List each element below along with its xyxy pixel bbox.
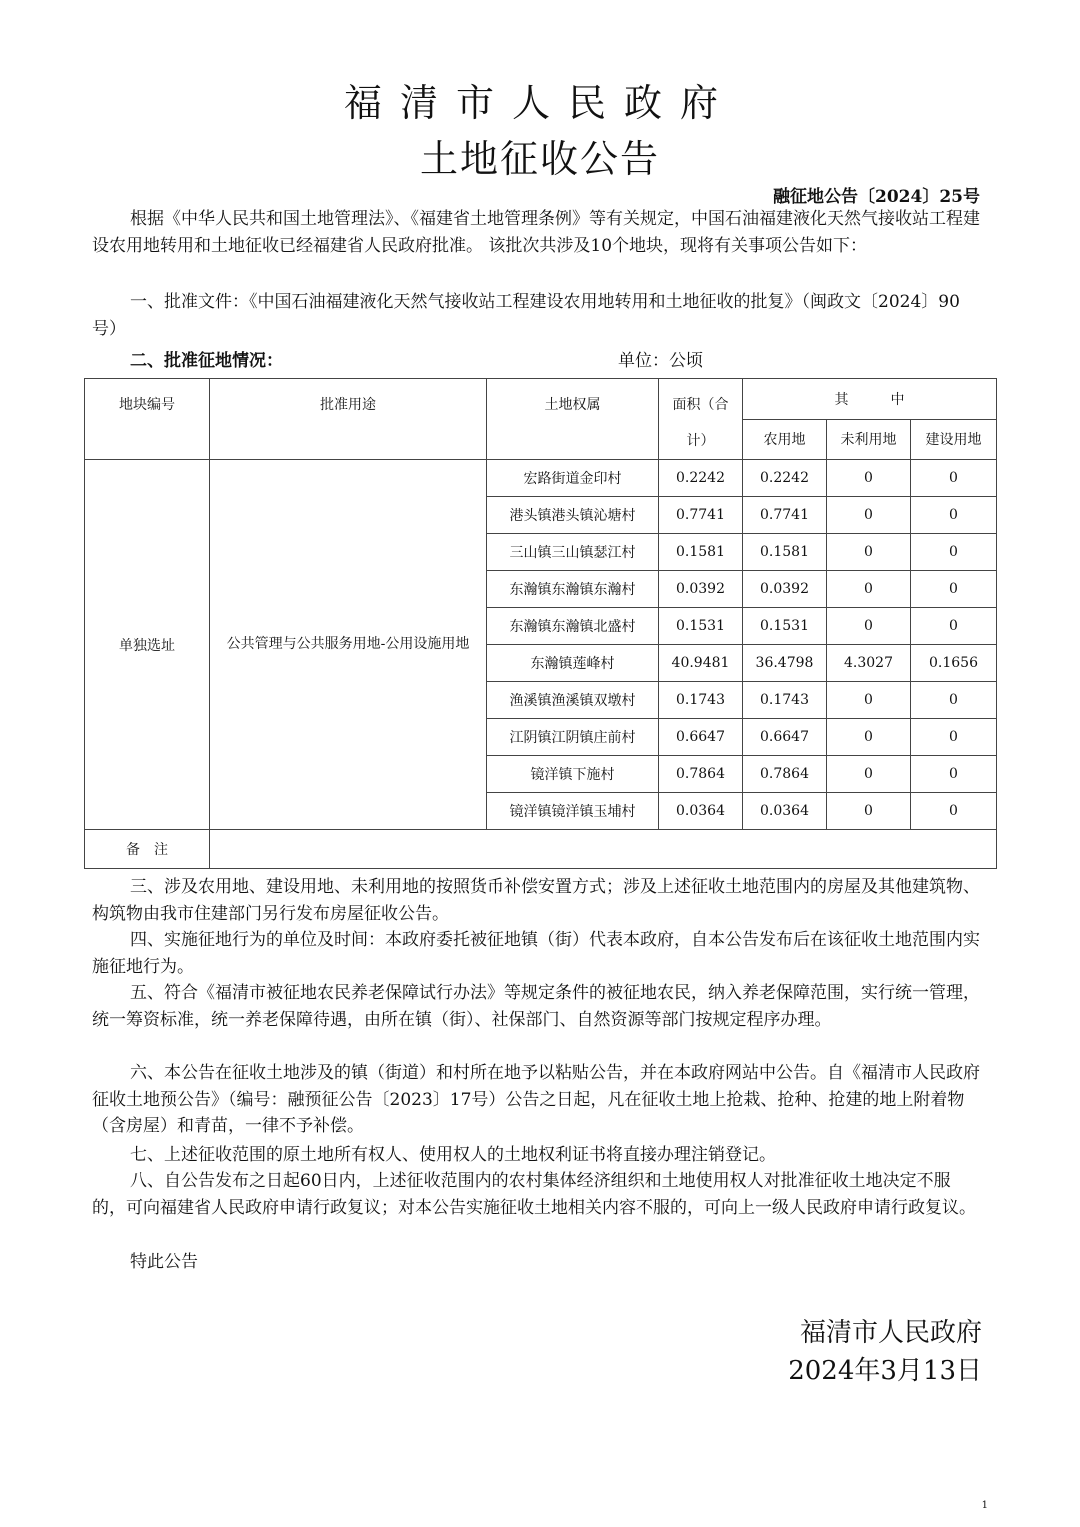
purpose-cell: 公共管理与公共服务用地-公用设施用地	[210, 460, 487, 830]
unused-cell: 0	[827, 608, 911, 645]
farmland-cell: 0.6647	[743, 719, 827, 756]
header-farmland: 农用地	[743, 419, 827, 460]
header-purpose: 批准用途	[210, 379, 487, 460]
farmland-cell: 0.7741	[743, 497, 827, 534]
farmland-cell: 36.4798	[743, 645, 827, 682]
section-5-paragraph: 五、符合《福清市被征地农民养老保障试行办法》等规定条件的被征地农民，纳入养老保障范围，实行统一管理，统一筹资标准，统一养老保障待遇，由所在镇（街）、社保部门、自然资源等部门按规定程序办理。	[92, 983, 980, 1030]
farmland-cell: 0.0392	[743, 571, 827, 608]
construction-cell: 0	[911, 571, 997, 608]
header-among: 其 中	[743, 379, 997, 420]
construction-cell: 0	[911, 682, 997, 719]
section-4-paragraph: 四、实施征地行为的单位及时间：本政府委托被征地镇（街）代表本政府，自本公告发布后在该征收土地范围内实施征地行为。	[92, 930, 980, 977]
area-cell: 0.0364	[659, 793, 743, 830]
owner-cell: 渔溪镇渔溪镇双墩村	[487, 682, 659, 719]
section-6-paragraph: 六、本公告在征收土地涉及的镇（街道）和村所在地予以粘贴公告，并在本政府网站中公告。自《福清市人民政府征收土地预公告》（编号：融预征公告〔2023〕17号）公告之日起，凡在征收土地上抢栽、抢种、抢建的地上附着物（含房屋）和青苗，一律不予补偿。	[92, 1063, 980, 1136]
section-3-paragraph: 三、涉及农用地、建设用地、未利用地的按照货币补偿安置方式；涉及上述征收土地范围内的房屋及其他建筑物、构筑物由我市住建部门另行发布房屋征收公告。	[92, 877, 980, 924]
owner-cell: 宏路街道金印村	[487, 460, 659, 497]
org-title: 福清市人民政府	[343, 81, 736, 125]
page-number: 1	[981, 1500, 988, 1511]
remarks-row	[85, 830, 997, 869]
unused-cell: 0	[827, 756, 911, 793]
farmland-cell: 0.2242	[743, 460, 827, 497]
unused-cell: 0	[827, 534, 911, 571]
owner-cell: 东瀚镇东瀚镇东瀚村	[487, 571, 659, 608]
header-ownership: 土地权属	[487, 379, 659, 460]
unused-cell: 0	[827, 571, 911, 608]
header-unused: 未利用地	[827, 419, 911, 460]
area-cell: 0.1743	[659, 682, 743, 719]
area-cell: 0.2242	[659, 460, 743, 497]
signature-org: 福清市人民政府	[799, 1318, 982, 1348]
owner-cell: 东瀚镇东瀚镇北盛村	[487, 608, 659, 645]
signature-date: 2024年3月13日	[788, 1356, 982, 1386]
section-1-paragraph: 一、批准文件：《中国石油福建液化天然气接收站工程建设农用地转用和土地征收的批复》（闽政文〔2024〕90号）	[92, 292, 960, 339]
area-cell: 0.7741	[659, 497, 743, 534]
owner-cell: 东瀚镇莲峰村	[487, 645, 659, 682]
farmland-cell: 0.1743	[743, 682, 827, 719]
header-plot-no: 地块编号	[85, 379, 210, 460]
section-2-title: 二、批准征地情况：	[130, 351, 283, 371]
farmland-cell: 0.0364	[743, 793, 827, 830]
unused-cell: 0	[827, 719, 911, 756]
owner-cell: 镜洋镇下施村	[487, 756, 659, 793]
intro-paragraph: 根据《中华人民共和国土地管理法》、《福建省土地管理条例》等有关规定，中国石油福建液化天然气接收站工程建设农用地转用和土地征收已经福建省人民政府批准。 该批次共涉及10个地块，现将有关事项公告如下：	[92, 209, 980, 256]
area-cell: 0.1531	[659, 608, 743, 645]
remarks-value	[210, 830, 997, 869]
remarks-label: 备 注	[85, 830, 210, 869]
header-area-line1: 面积（合	[672, 397, 729, 413]
unused-cell: 0	[827, 682, 911, 719]
owner-cell: 江阴镇江阴镇庄前村	[487, 719, 659, 756]
area-cell: 40.9481	[659, 645, 743, 682]
unused-cell: 0	[827, 460, 911, 497]
table-row	[85, 460, 997, 497]
area-cell: 0.7864	[659, 756, 743, 793]
section-7-paragraph: 七、上述征收范围的原土地所有权人、使用权人的土地权利证书将直接办理注销登记。	[130, 1145, 776, 1165]
closing-text: 特此公告	[130, 1252, 198, 1272]
header-construction: 建设用地	[911, 419, 997, 460]
construction-cell: 0	[911, 534, 997, 571]
header-area	[659, 379, 743, 460]
unused-cell: 0	[827, 793, 911, 830]
owner-cell: 港头镇港头镇沁塘村	[487, 497, 659, 534]
area-cell: 0.6647	[659, 719, 743, 756]
section-8-paragraph: 八、自公告发布之日起60日内，上述征收范围内的农村集体经济组织和土地使用权人对批准征收土地决定不服的，可向福建省人民政府申请行政复议；对本公告实施征收土地相关内容不服的，可向上一级人民政府申请行政复议。	[92, 1171, 976, 1218]
unit-label: 单位：公顷	[618, 351, 703, 371]
farmland-cell: 0.7864	[743, 756, 827, 793]
owner-cell: 三山镇三山镇瑟江村	[487, 534, 659, 571]
plot-no-cell: 单独选址	[85, 460, 210, 830]
owner-cell: 镜洋镇镜洋镇玉埔村	[487, 793, 659, 830]
construction-cell: 0	[911, 793, 997, 830]
farmland-cell: 0.1581	[743, 534, 827, 571]
area-cell: 0.1581	[659, 534, 743, 571]
construction-cell: 0	[911, 497, 997, 534]
area-cell: 0.0392	[659, 571, 743, 608]
construction-cell: 0	[911, 608, 997, 645]
construction-cell: 0.1656	[911, 645, 997, 682]
header-area-line2: 计）	[686, 433, 715, 449]
land-table	[84, 378, 997, 869]
construction-cell: 0	[911, 756, 997, 793]
document-number: 融征地公告〔2024〕25号	[773, 187, 980, 207]
unused-cell: 4.3027	[827, 645, 911, 682]
unused-cell: 0	[827, 497, 911, 534]
construction-cell: 0	[911, 719, 997, 756]
notice-title: 土地征收公告	[419, 137, 660, 181]
farmland-cell: 0.1531	[743, 608, 827, 645]
construction-cell: 0	[911, 460, 997, 497]
